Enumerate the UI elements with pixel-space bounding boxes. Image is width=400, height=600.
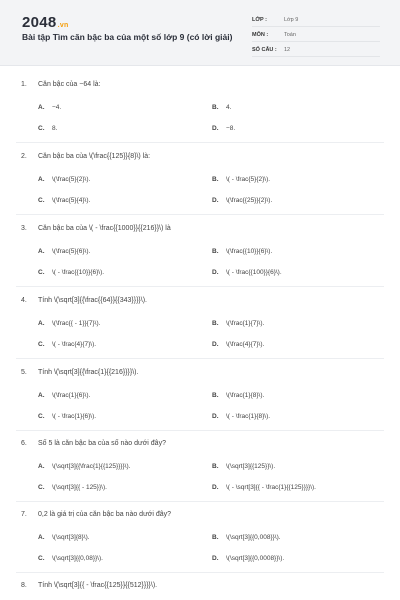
option-text: \(\frac{{10}}{6}\). xyxy=(226,248,273,255)
option-letter: D. xyxy=(212,197,219,204)
option-letter: D. xyxy=(212,269,219,276)
option-d[interactable] xyxy=(212,197,272,204)
option-a[interactable] xyxy=(38,176,90,183)
option-letter: C. xyxy=(38,197,45,204)
option-letter: A. xyxy=(38,248,45,255)
option-letter: D. xyxy=(212,125,219,132)
option-c[interactable] xyxy=(38,269,104,276)
question-divider xyxy=(16,358,384,359)
option-text: \(\frac{5}{6}\). xyxy=(52,248,91,255)
logo-suffix: .vn xyxy=(57,22,69,29)
option-letter: B. xyxy=(212,248,219,255)
option-c[interactable] xyxy=(38,484,107,491)
question-number: 6. xyxy=(21,440,27,447)
question-text: 0,2 là giá trị của căn bậc ba nào dưới đây? xyxy=(38,511,172,518)
option-d[interactable] xyxy=(212,125,235,132)
meta-subject-value: Toán xyxy=(284,32,296,38)
option-a[interactable] xyxy=(38,320,100,327)
option-text: \(\frac{1}{8}\). xyxy=(226,392,265,399)
option-text: \( - \frac{1}{6}\). xyxy=(52,413,97,420)
meta-subject xyxy=(252,28,380,42)
option-a[interactable] xyxy=(38,534,90,541)
meta-subject-label: MÔN : xyxy=(252,32,269,38)
option-d[interactable] xyxy=(212,341,264,348)
meta-count-label: SỐ CÂU : xyxy=(252,47,277,53)
option-text: \( - \sqrt[3]{{ - \frac{1}{{125}}}}\). xyxy=(226,484,316,491)
option-letter: B. xyxy=(212,176,219,183)
option-d[interactable] xyxy=(212,413,270,420)
option-text: \(\sqrt[3]{{0,008}}\). xyxy=(226,534,281,541)
option-letter: B. xyxy=(212,392,219,399)
option-b[interactable] xyxy=(212,463,275,470)
question-number: 8. xyxy=(21,582,27,589)
question-divider xyxy=(16,286,384,287)
meta-grade-value: Lớp 9 xyxy=(284,17,299,23)
option-letter: C. xyxy=(38,413,45,420)
question-number: 1. xyxy=(21,81,27,88)
meta-count-value: 12 xyxy=(284,47,291,53)
option-text: \(\frac{4}{7}\). xyxy=(226,341,265,348)
option-letter: D. xyxy=(212,484,219,491)
option-letter: A. xyxy=(38,104,45,111)
option-text: \(\sqrt[3]{{\frac{1}{{125}}}}\). xyxy=(52,463,131,470)
option-letter: B. xyxy=(212,104,219,111)
option-letter: C. xyxy=(38,555,45,562)
option-text: \(\frac{{25}}{2}\). xyxy=(226,197,273,204)
option-a[interactable] xyxy=(38,392,90,399)
option-text: \(\frac{5}{4}\). xyxy=(52,197,91,204)
question-text: Tính \(\sqrt[3]{{ - \frac{{125}}{{512}}}}\). xyxy=(38,582,158,589)
question-divider xyxy=(16,214,384,215)
option-letter: B. xyxy=(212,534,219,541)
question-number: 5. xyxy=(21,369,27,376)
option-a[interactable] xyxy=(38,248,90,255)
logo-text: 2048 xyxy=(22,14,57,31)
question-text: Căn bậc ba của \( - \frac{{1000}}{{216}}\) là xyxy=(38,225,171,232)
question-text: Số 5 là căn bậc ba của số nào dưới đây? xyxy=(38,440,166,447)
meta-grade xyxy=(252,13,380,27)
option-text: \(\sqrt[3]{{ - 125}}\). xyxy=(52,484,107,491)
document-header xyxy=(0,0,400,66)
meta-count xyxy=(252,43,380,57)
question-number: 2. xyxy=(21,153,27,160)
option-text: \(\sqrt[3]{8}\). xyxy=(52,534,90,541)
option-b[interactable] xyxy=(212,392,264,399)
option-text: \(\sqrt[3]{{125}}\). xyxy=(226,463,276,470)
option-letter: A. xyxy=(38,320,45,327)
option-b[interactable] xyxy=(212,104,231,111)
option-letter: D. xyxy=(212,413,219,420)
question-divider xyxy=(16,142,384,143)
question-text: Tính \(\sqrt[3]{{\frac{{64}}{{343}}}}\). xyxy=(38,297,147,304)
option-a[interactable] xyxy=(38,104,61,111)
question-number: 3. xyxy=(21,225,27,232)
option-b[interactable] xyxy=(212,320,264,327)
option-text: −4. xyxy=(52,104,62,111)
option-text: \(\frac{5}{2}\). xyxy=(52,176,91,183)
question-number: 4. xyxy=(21,297,27,304)
option-b[interactable] xyxy=(212,534,281,541)
option-letter: C. xyxy=(38,484,45,491)
option-letter: A. xyxy=(38,463,45,470)
meta-grade-label: LỚP : xyxy=(252,17,267,23)
option-c[interactable] xyxy=(38,413,96,420)
option-text: −8. xyxy=(226,125,236,132)
question-text: Căn bậc của −64 là: xyxy=(38,81,101,88)
option-text: \( - \frac{5}{2}\). xyxy=(226,176,271,183)
option-d[interactable] xyxy=(212,484,316,491)
option-text: \( - \frac{4}{7}\). xyxy=(52,341,97,348)
option-text: \(\sqrt[3]{{0,0008}}\). xyxy=(226,555,285,562)
option-d[interactable] xyxy=(212,269,282,276)
question-text: Tính \(\sqrt[3]{{\frac{1}{{216}}}}\). xyxy=(38,369,139,376)
option-d[interactable] xyxy=(212,555,284,562)
option-text: \( - \frac{{10}}{6}\). xyxy=(52,269,105,276)
option-letter: A. xyxy=(38,176,45,183)
option-c[interactable] xyxy=(38,341,96,348)
question-divider xyxy=(16,572,384,573)
option-letter: D. xyxy=(212,555,219,562)
option-letter: C. xyxy=(38,269,45,276)
option-c[interactable] xyxy=(38,125,57,132)
document-title: Bài tập Tìm căn bậc ba của một số lớp 9 (có lời giải) xyxy=(22,32,233,42)
option-c[interactable] xyxy=(38,555,103,562)
option-text: \(\frac{{ - 1}}{7}\). xyxy=(52,320,101,327)
option-letter: D. xyxy=(212,341,219,348)
option-text: 8. xyxy=(52,125,58,132)
option-text: \( - \frac{1}{8}\). xyxy=(226,413,271,420)
site-logo[interactable] xyxy=(22,14,69,31)
option-letter: A. xyxy=(38,392,45,399)
option-letter: C. xyxy=(38,341,45,348)
option-b[interactable] xyxy=(212,176,270,183)
option-text: 4. xyxy=(226,104,232,111)
option-a[interactable] xyxy=(38,463,130,470)
question-divider xyxy=(16,430,384,431)
option-c[interactable] xyxy=(38,197,90,204)
option-b[interactable] xyxy=(212,248,272,255)
question-text: Căn bậc ba của \(\frac{{125}}{8}\) là: xyxy=(38,153,151,160)
option-text: \(\frac{1}{7}\). xyxy=(226,320,265,327)
option-text: \( - \frac{{100}}{6}\). xyxy=(226,269,282,276)
option-letter: B. xyxy=(212,463,219,470)
question-divider xyxy=(16,501,384,502)
option-text: \(\sqrt[3]{{0,08}}\). xyxy=(52,555,103,562)
option-text: \(\frac{1}{6}\). xyxy=(52,392,91,399)
question-number: 7. xyxy=(21,511,27,518)
option-letter: B. xyxy=(212,320,219,327)
option-letter: A. xyxy=(38,534,45,541)
option-letter: C. xyxy=(38,125,45,132)
